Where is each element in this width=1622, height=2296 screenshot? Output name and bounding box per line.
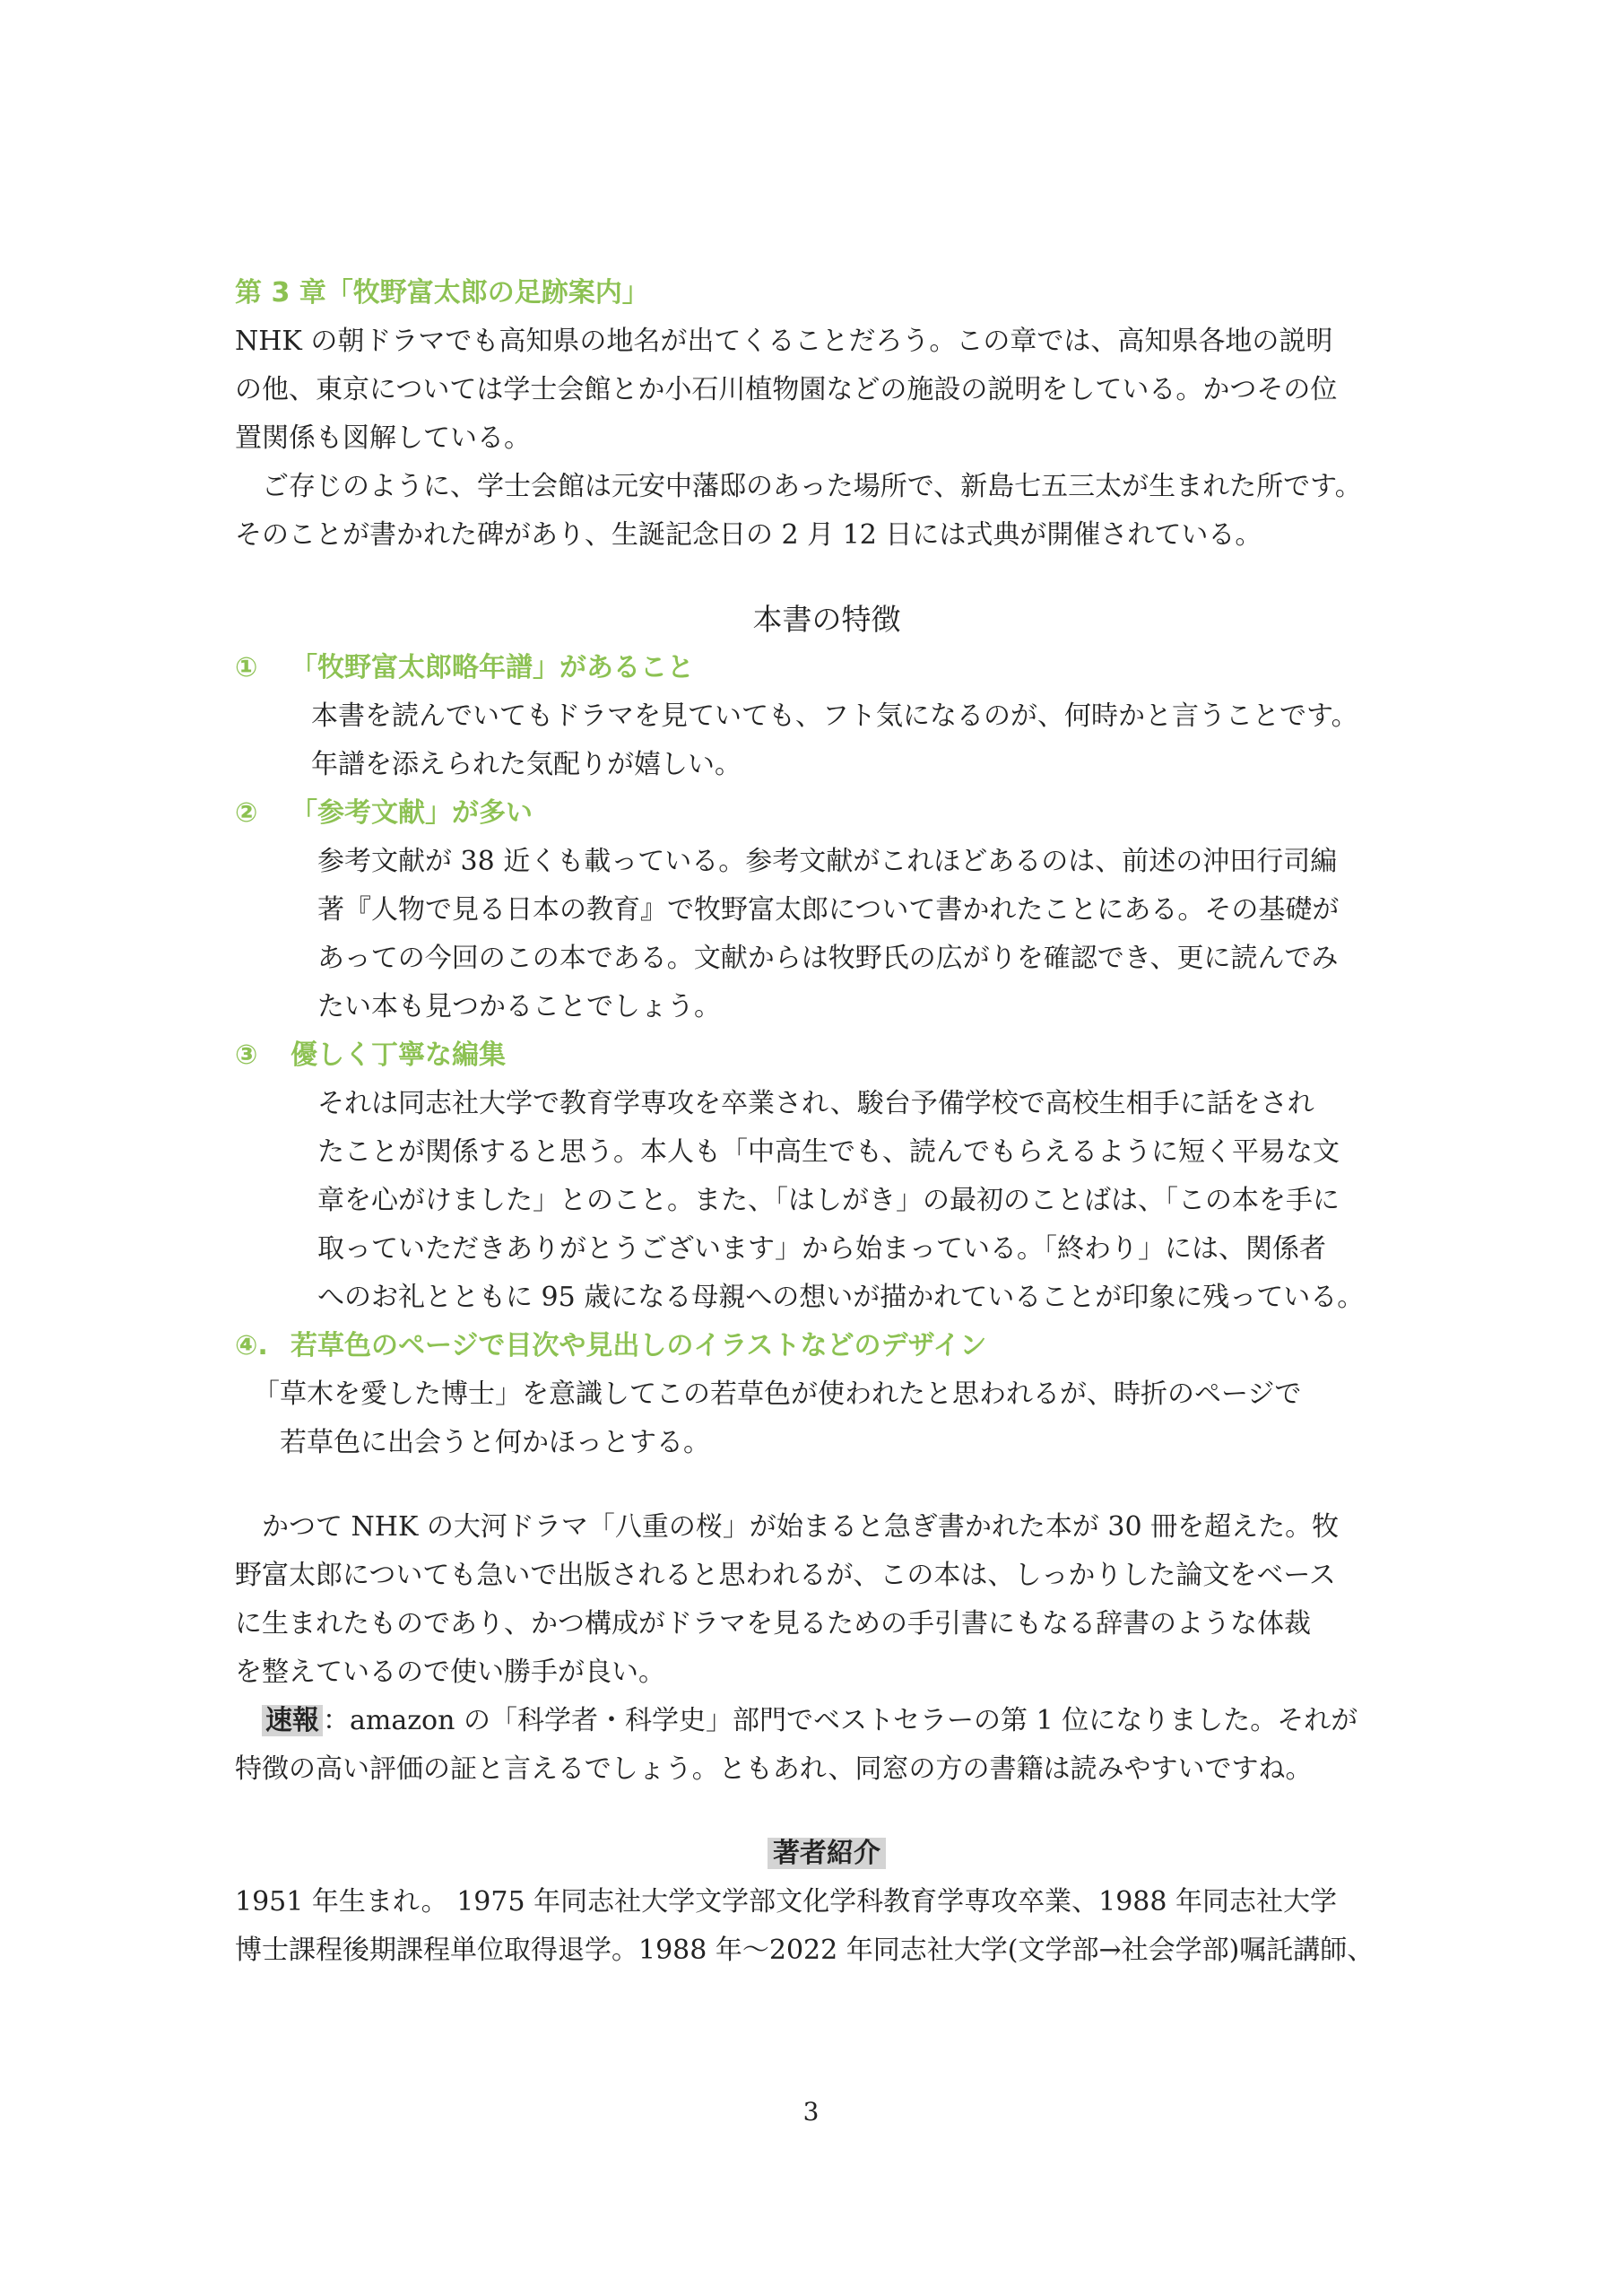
feature-body-4 <box>235 1370 1418 1467</box>
summary-line: を整えているので使い勝手が良い。 <box>235 1657 665 1688</box>
feature-heading-text: 若草色のページで目次や見出しのイラストなどのデザイン <box>291 1330 987 1361</box>
summary-line: 野富太郎についても急いで出版されると思われるが、この本は、しっかりした論文をベース <box>235 1560 1336 1591</box>
chapter3-line: NHK の朝ドラマでも高知県の地名が出てくることだろう。この章では、高知県各地の説明 <box>235 326 1333 357</box>
feature-line: 若草色に出会うと何かほっとする。 <box>253 1427 710 1458</box>
chapter3-line: の他、東京については学士会館とか小石川植物園などの施設の説明をしている。かつその位 <box>235 374 1338 405</box>
feature-heading-1 <box>235 644 1418 692</box>
feature-line: 本書を読んでいてもドラマを見ていても、フト気になるのが、何時かと言うことです。 <box>311 700 1358 732</box>
feature-number: ③ <box>235 1039 258 1071</box>
chapter3-line: ご存じのように、学士会館は元安中藩邸のあった場所で、新島七五三太が生まれた所です。 <box>235 471 1362 502</box>
feature-heading-text: 「参考文献」が多い <box>291 797 533 829</box>
feature-heading-3 <box>235 1031 1418 1080</box>
feature-body-3 <box>235 1080 1418 1322</box>
feature-number: ② <box>235 797 258 829</box>
document-page <box>235 269 1418 1975</box>
feature-heading-2 <box>235 789 1418 838</box>
feature-line: あっての今回のこの本である。文献からは牧野氏の広がりを確認でき、更に読んでみ <box>317 943 1339 974</box>
author-line: 博士課程後期課程単位取得退学。1988 年～2022 年同志社大学(文学部→社会学部)嘱託講師、 <box>235 1935 1375 1966</box>
feature-line: たい本も見つかることでしょう。 <box>317 991 721 1022</box>
flash-text: ：amazon の「科学者・科学史」部門でベストセラーの第 1 位になりました。それが <box>323 1705 1358 1736</box>
flash-label: 速報 <box>262 1705 323 1736</box>
chapter3-body <box>235 317 1418 560</box>
feature-line: たことが関係すると思う。本人も「中高生でも、読んでもらえるように短く平易な文 <box>317 1136 1340 1168</box>
flash-line-2: 特徴の高い評価の証と言えるでしょう。ともあれ、同窓の方の書籍は読みやすいですね。 <box>235 1753 1313 1785</box>
author-title-text: 著者紹介 <box>768 1838 886 1869</box>
feature-number: ④. <box>235 1330 268 1361</box>
author-line: 1951 年生まれ。 1975 年同志社大学文学部文化学科教育学専攻卒業、1988 年同志社大学 <box>235 1886 1337 1918</box>
author-body <box>235 1878 1418 1975</box>
author-title <box>235 1830 1418 1878</box>
flash-line <box>235 1697 1418 1745</box>
chapter3-line: 置関係も図解している。 <box>235 422 531 454</box>
feature-line: それは同志社大学で教育学専攻を卒業され、駿台予備学校で高校生相手に話をされ <box>317 1088 1314 1119</box>
feature-number: ① <box>235 652 258 683</box>
feature-line: 章を心がけました」とのこと。また、「はしがき」の最初のことばは、「この本を手に <box>317 1185 1340 1216</box>
summary-line: かつて NHK の大河ドラマ「八重の桜」が始まると急ぎ書かれた本が 30 冊を超えた。牧 <box>235 1511 1340 1543</box>
feature-heading-text: 優しく丁寧な編集 <box>291 1039 506 1071</box>
feature-body-2 <box>235 838 1418 1031</box>
features-title: 本書の特徴 <box>752 602 901 637</box>
feature-line: 参考文献が 38 近くも載っている。参考文献がこれほどあるのは、前述の沖田行司編 <box>317 846 1338 877</box>
feature-heading-4 <box>235 1322 1418 1370</box>
feature-line: 著『人物で見る日本の教育』で牧野富太郎について書かれたことにある。その基礎が <box>317 894 1340 926</box>
feature-line: 「草木を愛した博士」を意識してこの若草色が使われたと思われるが、時折のページで <box>253 1378 1302 1410</box>
page-number: 3 <box>802 2097 820 2126</box>
feature-line: 年譜を添えられた気配りが嬉しい。 <box>311 749 742 780</box>
summary-line: に生まれたものであり、かつ構成がドラマを見るための手引書にもなる辞書のような体裁 <box>235 1608 1311 1639</box>
summary-body <box>235 1503 1418 1794</box>
feature-body-1 <box>235 692 1418 789</box>
feature-line: 取っていただきありがとうございます」から始まっている。「終わり」には、関係者 <box>317 1233 1326 1265</box>
chapter3-title: 第 3 章「牧野富太郎の足跡案内」 <box>235 277 649 309</box>
feature-heading-text: 「牧野富太郎略年譜」があること <box>291 652 694 683</box>
chapter3-line: そのことが書かれた碑があり、生誕記念日の 2 月 12 日には式典が開催されている。 <box>235 519 1262 551</box>
feature-line: へのお礼とともに 95 歳になる母親への想いが描かれていることが印象に残っている。 <box>317 1282 1365 1313</box>
